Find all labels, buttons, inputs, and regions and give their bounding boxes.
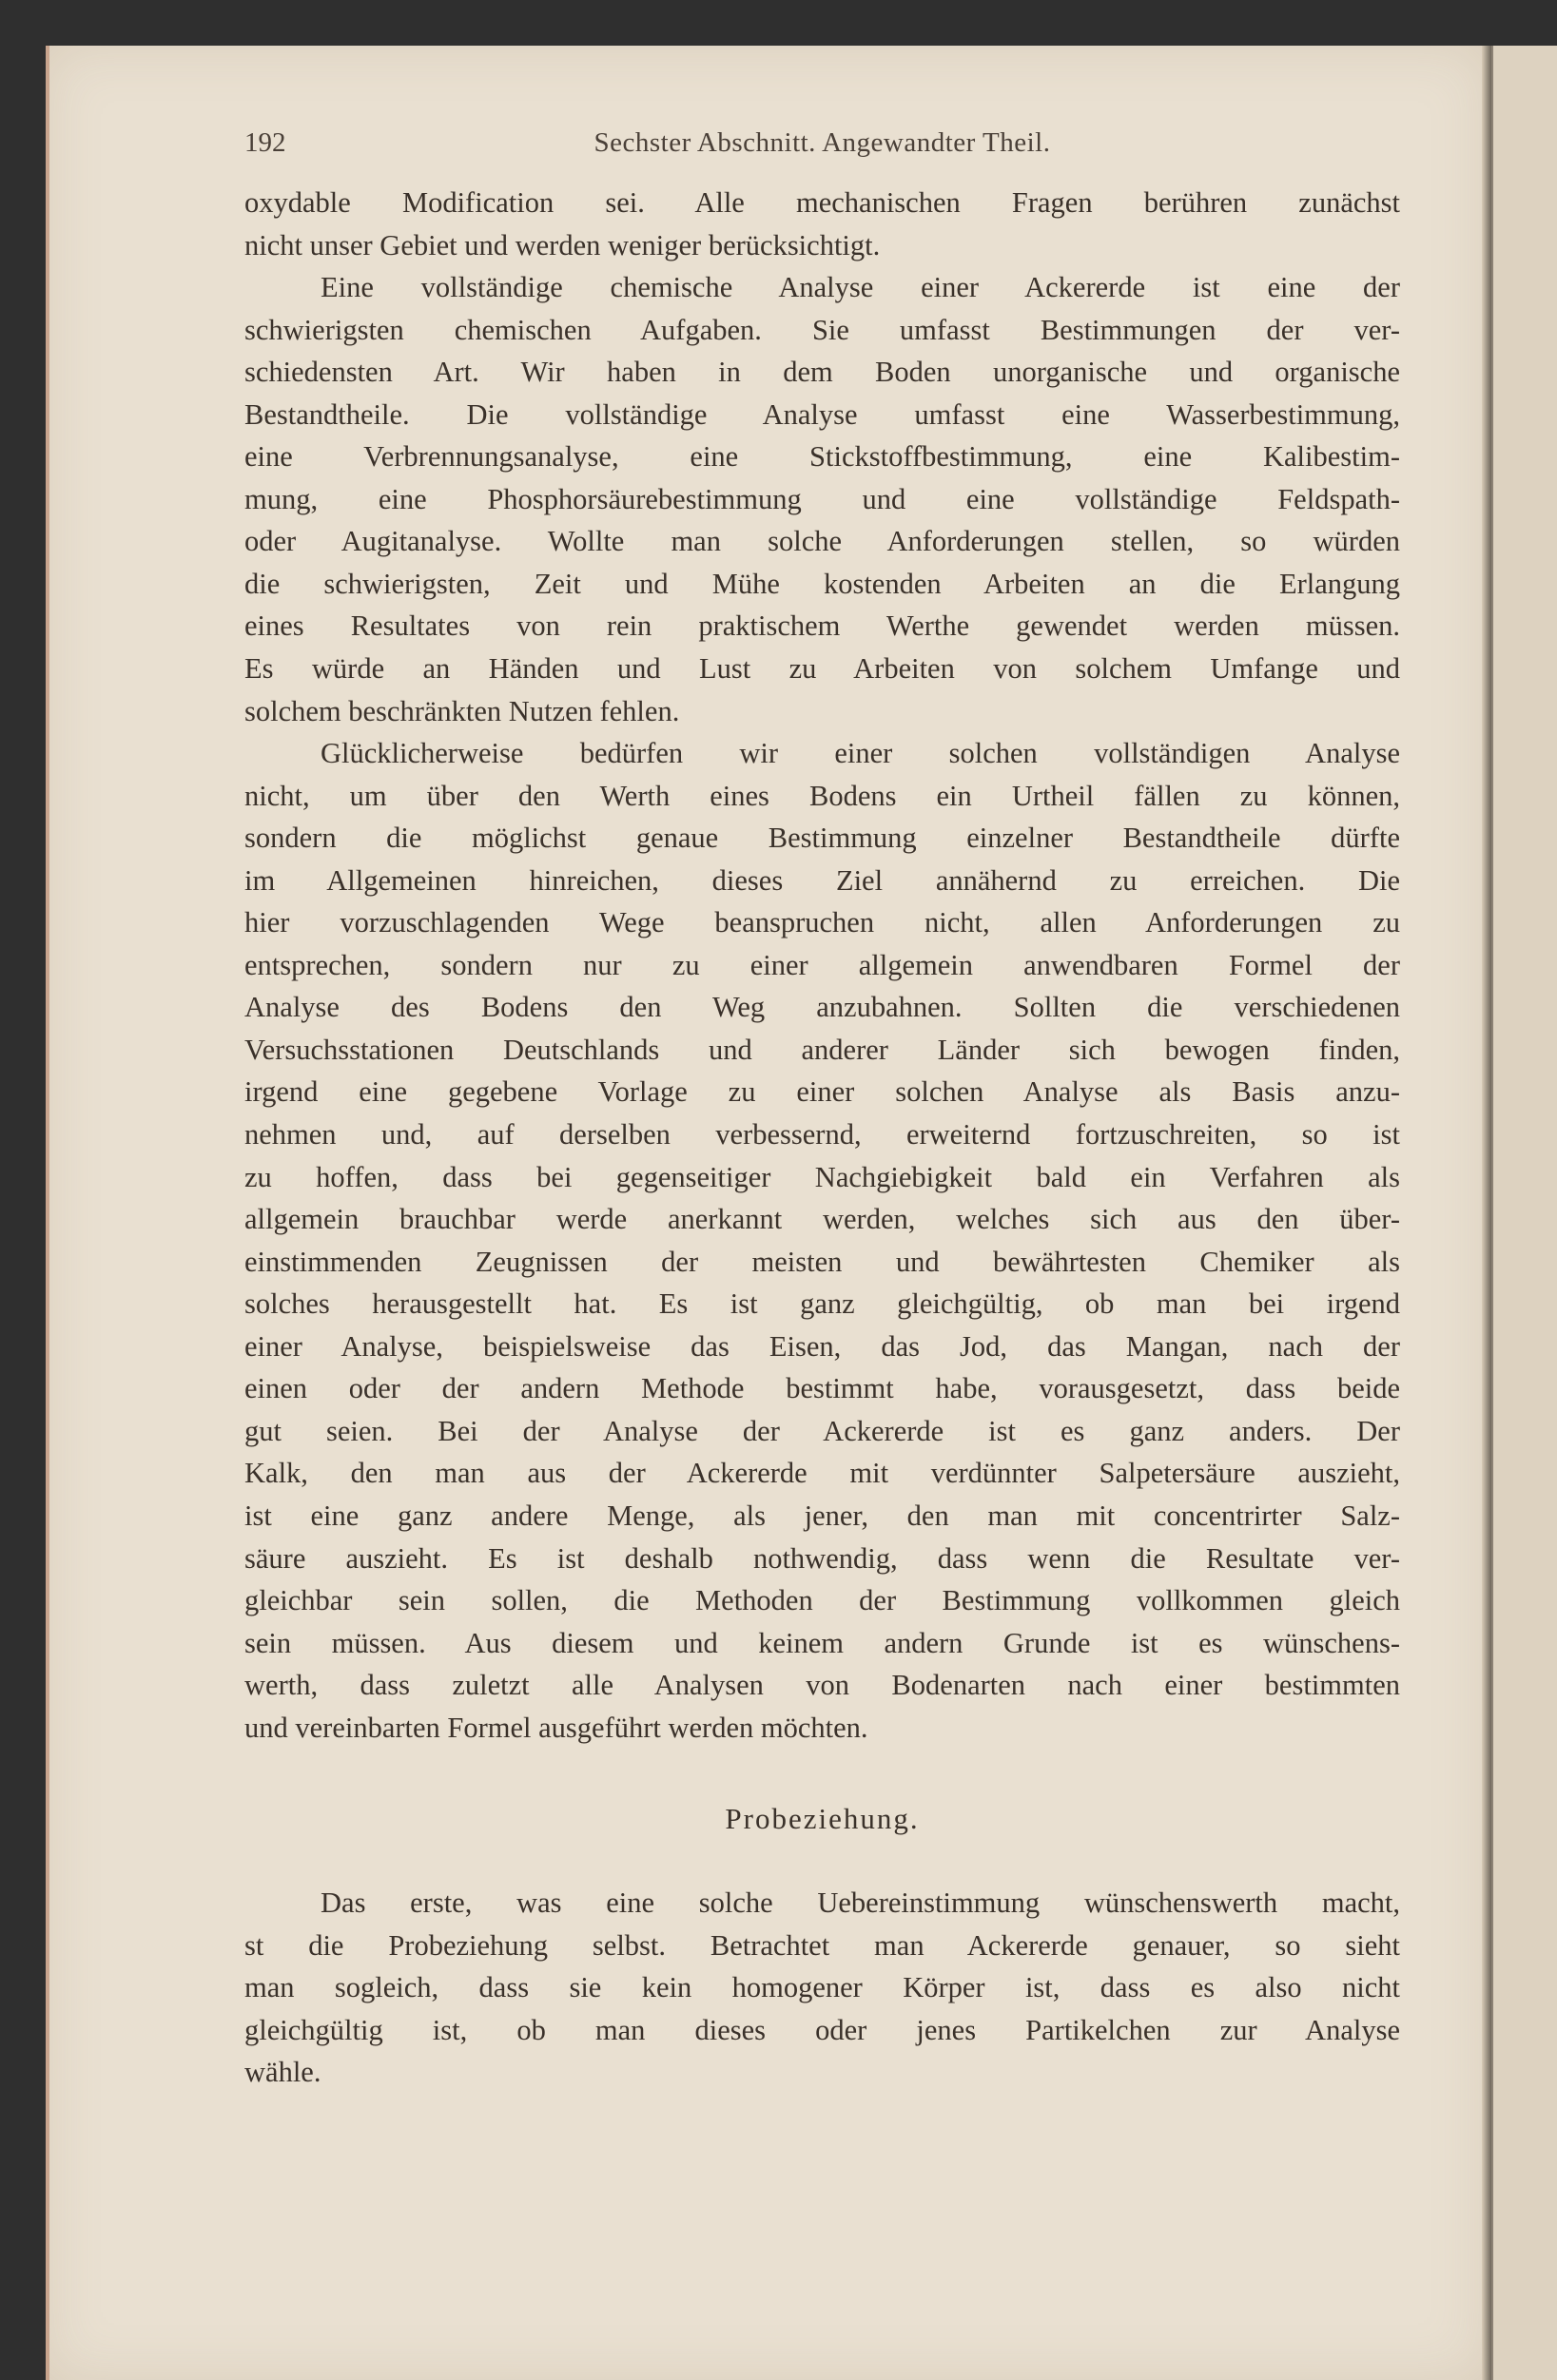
text-line: Glücklicherweise bedürfen wir einer solchen vollständigen Analyse — [321, 737, 1400, 770]
text-line: oder Augitanalyse. Wollte man solche Anforderungen stellen, so würden — [244, 525, 1400, 558]
text-line: Eine vollständige chemische Analyse einer Ackererde ist eine der — [321, 271, 1400, 304]
next-page-edge — [1491, 46, 1557, 2380]
text-line: Kalk, den man aus der Ackererde mit verdünnter Salpetersäure auszieht, — [244, 1457, 1400, 1490]
page-number: 192 — [244, 127, 286, 158]
text-line: säure auszieht. Es ist deshalb nothwendig, dass wenn die Resultate ver- — [244, 1541, 1400, 1575]
section-heading: Probeziehung. — [725, 1802, 920, 1835]
text-line: gut seien. Bei der Analyse der Ackererde ist es ganz anders. Der — [244, 1414, 1400, 1447]
text-line: gleichgültig ist, ob man dieses oder jenes Partikelchen zur Analyse — [244, 2013, 1400, 2046]
text-line: schiedensten Art. Wir haben in dem Boden unorganische und organische — [244, 356, 1400, 389]
text-line: solches herausgestellt hat. Es ist ganz gleichgültig, ob man bei irgend — [244, 1287, 1400, 1321]
running-header — [244, 122, 1400, 164]
text-line: solchem beschränkten Nutzen fehlen. — [244, 694, 680, 727]
text-line: Das erste, was eine solche Uebereinstimmung wünschenswerth macht, — [321, 1887, 1400, 1919]
text-line: eines Resultates von rein praktischem Werthe gewendet werden müssen. — [244, 610, 1400, 643]
text-line: mung, eine Phosphorsäurebestimmung und eine vollständige Feldspath- — [244, 482, 1400, 515]
text-line: entsprechen, sondern nur zu einer allgemein anwendbaren Formel der — [244, 948, 1400, 981]
running-title: Sechster Abschnitt. Angewandter Theil. — [594, 127, 1051, 158]
text-line: eine Verbrennungsanalyse, eine Stickstoffbestimmung, eine Kalibestim- — [244, 440, 1400, 474]
body-text — [244, 182, 1400, 1749]
text-line: nicht unser Gebiet und werden weniger berücksichtigt. — [244, 228, 881, 261]
text-line: sondern die möglichst genaue Bestimmung einzelner Bestandtheile dürfte — [244, 822, 1400, 855]
text-line: hier vorzuschlagenden Wege beanspruchen nicht, allen Anforderungen zu — [244, 906, 1400, 939]
text-line: Versuchsstationen Deutschlands und anderer Länder sich bewogen finden, — [244, 1033, 1400, 1066]
page-gutter — [1482, 46, 1491, 2380]
text-line: und vereinbarten Formel ausgeführt werden möchten. — [244, 1711, 868, 1744]
text-line: Es würde an Händen und Lust zu Arbeiten von solchem Umfange und — [244, 652, 1400, 686]
section-text — [244, 1882, 1400, 2094]
text-line: sein müssen. Aus diesem und keinem andern Grunde ist es wünschens- — [244, 1626, 1400, 1659]
text-line: die schwierigsten, Zeit und Mühe kostenden Arbeiten an die Erlangung — [244, 567, 1400, 600]
text-line: gleichbar sein sollen, die Methoden der Bestimmung vollkommen gleich — [244, 1584, 1400, 1617]
text-line: wähle. — [244, 2056, 321, 2089]
text-line: man sogleich, dass sie kein homogener Körper ist, dass es also nicht — [244, 1971, 1400, 2004]
text-line: einstimmenden Zeugnissen der meisten und bewährtesten Chemiker als — [244, 1245, 1400, 1278]
text-line: nicht, um über den Werth eines Bodens ein Urtheil fällen zu können, — [244, 779, 1400, 812]
text-line: ist eine ganz andere Menge, als jener, den man mit concentrirter Salz- — [244, 1499, 1400, 1532]
text-line: einer Analyse, beispielsweise das Eisen, das Jod, das Mangan, nach der — [244, 1329, 1400, 1363]
text-line: oxydable Modification sei. Alle mechanischen Fragen berühren zunächst — [244, 186, 1400, 219]
text-line: zu hoffen, dass bei gegenseitiger Nachgiebigkeit bald ein Verfahren als — [244, 1160, 1400, 1193]
text-line: nehmen und, auf derselben verbessernd, erweiternd fortzuschreiten, so ist — [244, 1118, 1400, 1151]
text-line: allgemein brauchbar werde anerkannt werden, welches sich aus den über- — [244, 1203, 1400, 1236]
text-line: Analyse des Bodens den Weg anzubahnen. Sollten die verschiedenen — [244, 991, 1400, 1024]
text-line: Bestandtheile. Die vollständige Analyse umfasst eine Wasserbestimmung, — [244, 397, 1400, 431]
text-line: im Allgemeinen hinreichen, dieses Ziel annähernd zu erreichen. Die — [244, 863, 1400, 897]
text-line: einen oder der andern Methode bestimmt habe, vorausgesetzt, dass beide — [244, 1372, 1400, 1405]
text-line: werth, dass zuletzt alle Analysen von Bodenarten nach einer bestimmten — [244, 1669, 1400, 1702]
text-line: schwierigsten chemischen Aufgaben. Sie umfasst Bestimmungen der ver- — [244, 313, 1400, 346]
text-line: irgend eine gegebene Vorlage zu einer solchen Analyse als Basis anzu- — [244, 1075, 1400, 1109]
text-line: st die Probeziehung selbst. Betrachtet man Ackererde genauer, so sieht — [244, 1928, 1400, 1962]
